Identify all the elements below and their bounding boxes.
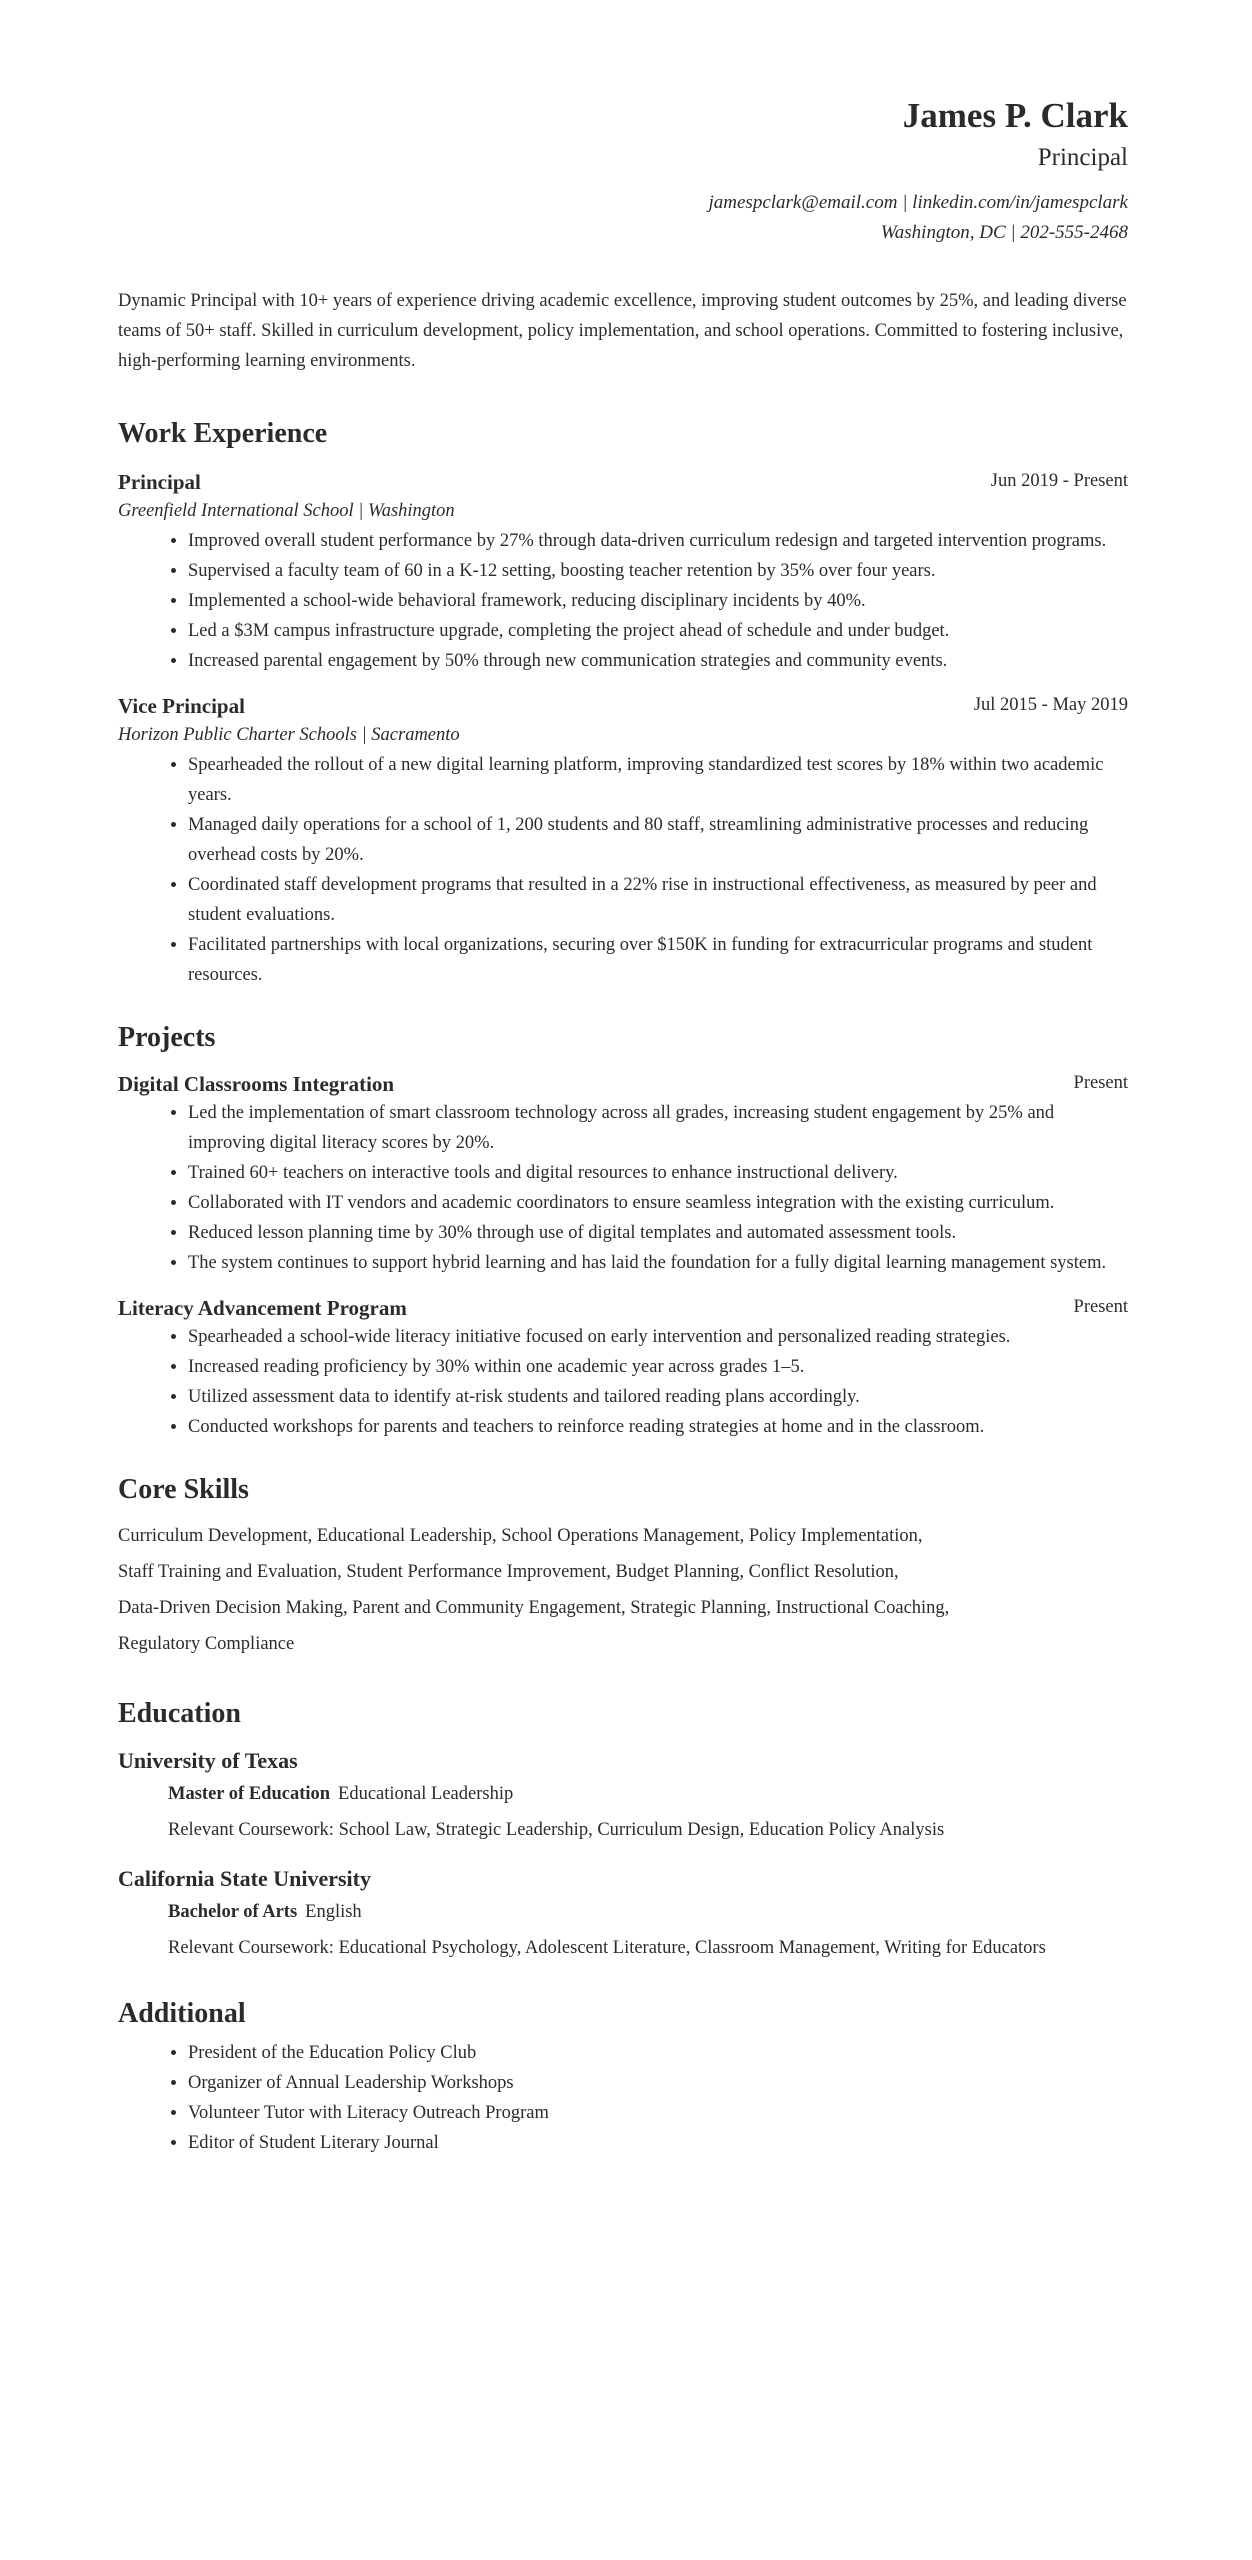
list-item: • Led a $3M campus infrastructure upgrade, completing the project ahead of schedule and under budget. [188,616,1128,646]
list-item: • Reduced lesson planning time by 30% through use of digital templates and automated assessment tools. [188,1218,1128,1248]
section-title-projects: Projects [118,1022,216,1053]
job-date: Jul 2015 - May 2019 [973,695,1128,715]
contact-email-linkedin: jamespclark@email.com | linkedin.com/in/jamespclark [708,192,1128,213]
degree-name: Master of Education [168,1784,331,1804]
list-item: • Coordinated staff development programs that resulted in a 22% rise in instructional effectiveness, as measured by peer and student evaluations. [188,870,1128,930]
list-item: • Facilitated partnerships with local organizations, securing over $150K in funding for extracurricular programs and student resources. [188,930,1128,990]
list-item: • Implemented a school-wide behavioral framework, reducing disciplinary incidents by 40%. [188,586,1128,616]
list-item: • Improved overall student performance by 27% through data-driven curriculum redesign and targeted intervention programs. [188,526,1128,556]
list-item: • Managed daily operations for a school of 1, 200 students and 80 staff, streamlining administrative processes and reducing overhead costs by 20%. [188,810,1128,870]
resume-content [118,96,1128,2158]
degree-field: English [305,1902,362,1922]
section-title-additional: Additional [118,1998,246,2029]
summary-paragraph: Dynamic Principal with 10+ years of experience driving academic excellence, improving student outcomes by 25%, and leading diverse teams of 50+ staff. Skilled in curriculum development, policy implementation, and school operations. Committed to fostering inclusive, high-performing learning environments. [118,291,1127,371]
school-name: California State University [118,1866,371,1891]
project-date: Present [1073,1297,1128,1317]
contact-location-phone: Washington, DC | 202-555-2468 [880,222,1128,243]
coursework-line: Relevant Coursework: Educational Psychology, Adolescent Literature, Classroom Management, Writing for Educators [168,1938,1046,1958]
list-item: • Organizer of Annual Leadership Workshops [188,2068,1128,2098]
degree-line [118,1894,1128,1930]
additional-list [118,2038,1128,2158]
list-item: • Increased parental engagement by 50% through new communication strategies and community events. [188,646,1128,676]
section-title-skills: Core Skills [118,1474,249,1505]
job-organization: Greenfield International School | Washington [118,501,455,521]
list-item: • Editor of Student Literary Journal [188,2128,1128,2158]
degree-line [118,1776,1128,1812]
list-item: • Supervised a faculty team of 60 in a K-12 setting, boosting teacher retention by 35% over four years. [188,556,1128,586]
coursework-line: Relevant Coursework: School Law, Strategic Leadership, Curriculum Design, Education Policy Analysis [168,1820,945,1840]
list-item: • Spearheaded a school-wide literacy initiative focused on early intervention and personalized reading strategies. [188,1322,1128,1352]
list-item: • Utilized assessment data to identify at-risk students and tailored reading plans accordingly. [188,1382,1128,1412]
list-item: • Collaborated with IT vendors and academic coordinators to ensure seamless integration with the existing curriculum. [188,1188,1128,1218]
project-bullets [118,1322,1128,1442]
project-entry [118,1070,1128,1278]
education-entry [118,1864,1128,1966]
project-entry [118,1294,1128,1442]
list-item: • The system continues to support hybrid learning and has laid the foundation for a fully digital learning management system. [188,1248,1128,1278]
resume-header [118,96,1128,248]
work-entry [118,692,1128,990]
degree-field: Educational Leadership [338,1784,514,1804]
job-role: Principal [118,470,201,494]
school-name: University of Texas [118,1748,298,1773]
list-item: • President of the Education Policy Club [188,2038,1128,2068]
candidate-title: Principal [1037,144,1128,171]
section-title-work: Work Experience [118,418,328,449]
list-item: • Volunteer Tutor with Literacy Outreach Program [188,2098,1128,2128]
project-name: Digital Classrooms Integration [118,1072,395,1096]
project-date: Present [1073,1073,1128,1093]
project-name: Literacy Advancement Program [118,1296,407,1320]
job-bullets [118,750,1128,990]
section-title-education: Education [118,1698,241,1729]
list-item: • Conducted workshops for parents and teachers to reinforce reading strategies at home and in the classroom. [188,1412,1128,1442]
list-item: • Led the implementation of smart classroom technology across all grades, increasing student engagement by 25% and improving digital literacy scores by 20%. [188,1098,1128,1158]
education-entry [118,1746,1128,1848]
degree-name: Bachelor of Arts [168,1902,298,1922]
list-item: • Trained 60+ teachers on interactive tools and digital resources to enhance instructional delivery. [188,1158,1128,1188]
list-item: • Spearheaded the rollout of a new digital learning platform, improving standardized test scores by 18% within two academic years. [188,750,1128,810]
skills-line: Staff Training and Evaluation, Student Performance Improvement, Budget Planning, Conflict Resolution, [118,1562,899,1582]
job-role: Vice Principal [118,694,245,718]
skills-list [118,1518,1128,1662]
skills-line: Regulatory Compliance [118,1634,295,1654]
job-date: Jun 2019 - Present [990,471,1128,491]
work-entry [118,468,1128,676]
job-organization: Horizon Public Charter Schools | Sacramento [118,725,460,745]
candidate-name: James P. Clark [902,96,1128,135]
project-bullets [118,1098,1128,1278]
list-item: • Increased reading proficiency by 30% within one academic year across grades 1–5. [188,1352,1128,1382]
skills-line: Data-Driven Decision Making, Parent and Community Engagement, Strategic Planning, Instructional Coaching, [118,1598,950,1618]
job-bullets [118,526,1128,676]
skills-line: Curriculum Development, Educational Leadership, School Operations Management, Policy Implementation, [118,1526,923,1546]
